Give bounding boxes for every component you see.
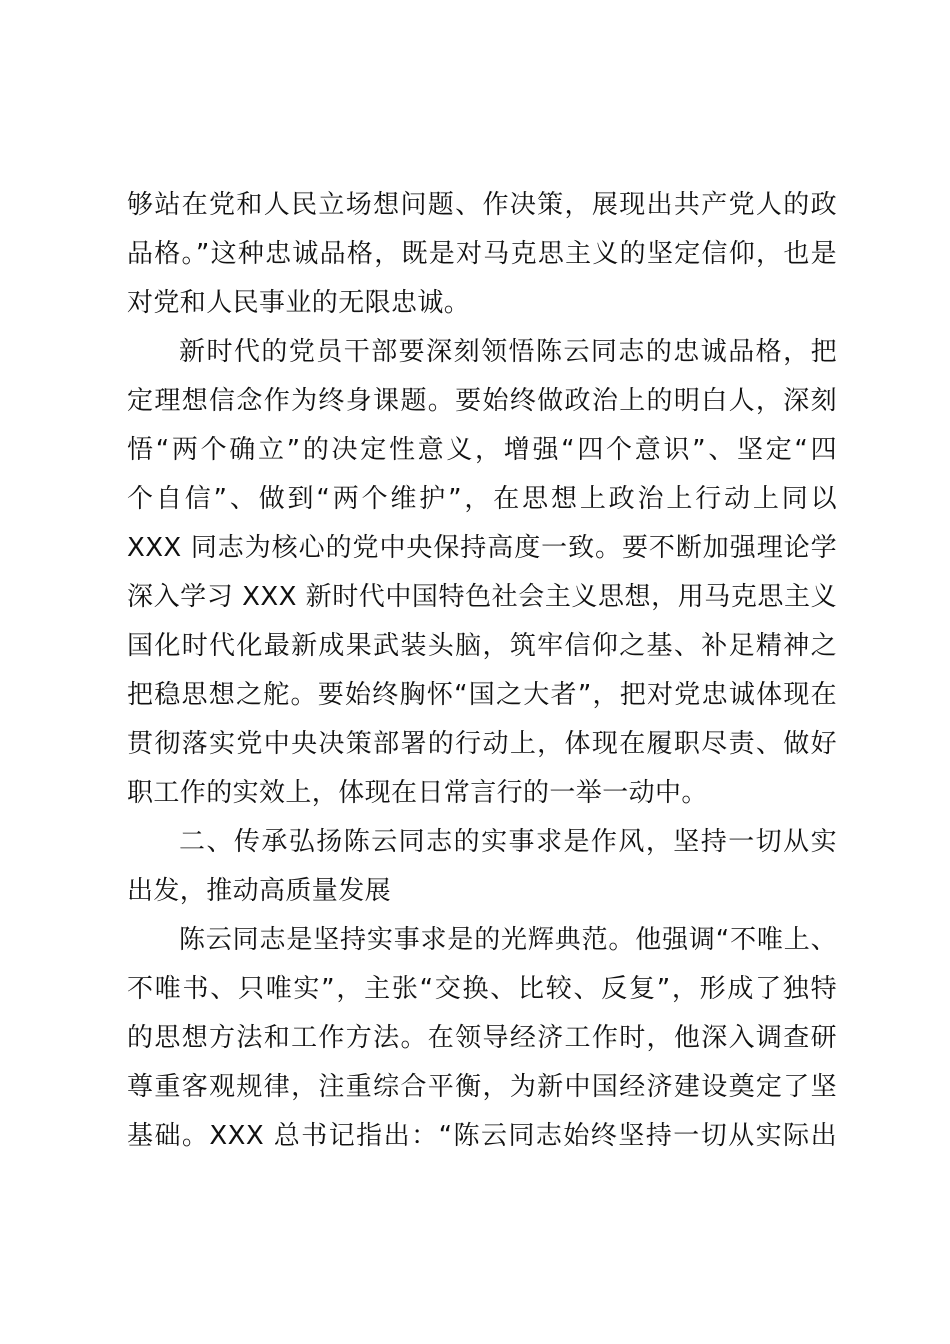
section-heading bbox=[127, 818, 837, 916]
text-line: 的思想方法和工作方法。在领导经济工作时，他深入调查研 bbox=[127, 1023, 837, 1053]
text-line: 深入学习 XXX 新时代中国特色社会主义思想，用马克思主义 bbox=[127, 582, 837, 612]
text-line: 把稳思想之舵。要始终胸怀“国之大者”，把对党忠诚体现在 bbox=[127, 680, 837, 710]
paragraph-seeking-truth bbox=[127, 916, 837, 1161]
heading-line: 二、传承弘扬陈云同志的实事求是作风，坚持一切从实 bbox=[179, 827, 837, 857]
text-line: 定理想信念作为终身课题。要始终做政治上的明白人，深刻 bbox=[127, 386, 837, 416]
text-line: 悟“两个确立”的决定性意义，增强“四个意识”、坚定“四 bbox=[127, 435, 837, 465]
document-body bbox=[127, 181, 837, 1161]
text-line: 职工作的实效上，体现在日常言行的一举一动中。 bbox=[127, 778, 708, 808]
paragraph-loyalty bbox=[127, 328, 837, 818]
text-line: 个自信”、做到“两个维护”，在思想上政治上行动上同以 bbox=[127, 484, 837, 514]
text-line: 新时代的党员干部要深刻领悟陈云同志的忠诚品格，把 bbox=[179, 337, 837, 367]
heading-line: 出发，推动高质量发展 bbox=[127, 876, 392, 906]
text-line: 不唯书、只唯实”，主张“交换、比较、反复”，形成了独特 bbox=[127, 974, 837, 1004]
text-line: 贯彻落实党中央决策部署的行动上，体现在履职尽责、做好 bbox=[127, 729, 837, 759]
text-line: 够站在党和人民立场想问题、作决策，展现出共产党人的政 bbox=[127, 190, 837, 220]
text-line: 国化时代化最新成果武装头脑，筑牢信仰之基、补足精神之 bbox=[127, 631, 837, 661]
text-line: XXX 同志为核心的党中央保持高度一致。要不断加强理论学 bbox=[127, 533, 837, 563]
text-line: 陈云同志是坚持实事求是的光辉典范。他强调“不唯上、 bbox=[179, 925, 837, 955]
paragraph-continuation bbox=[127, 181, 837, 328]
text-line: 尊重客观规律，注重综合平衡，为新中国经济建设奠定了坚 bbox=[127, 1072, 837, 1102]
text-line: 对党和人民事业的无限忠诚。 bbox=[127, 288, 471, 318]
text-line: 基础。XXX 总书记指出：“陈云同志始终坚持一切从实际出 bbox=[127, 1121, 837, 1151]
text-line: 品格。”这种忠诚品格，既是对马克思主义的坚定信仰，也是 bbox=[127, 239, 837, 269]
